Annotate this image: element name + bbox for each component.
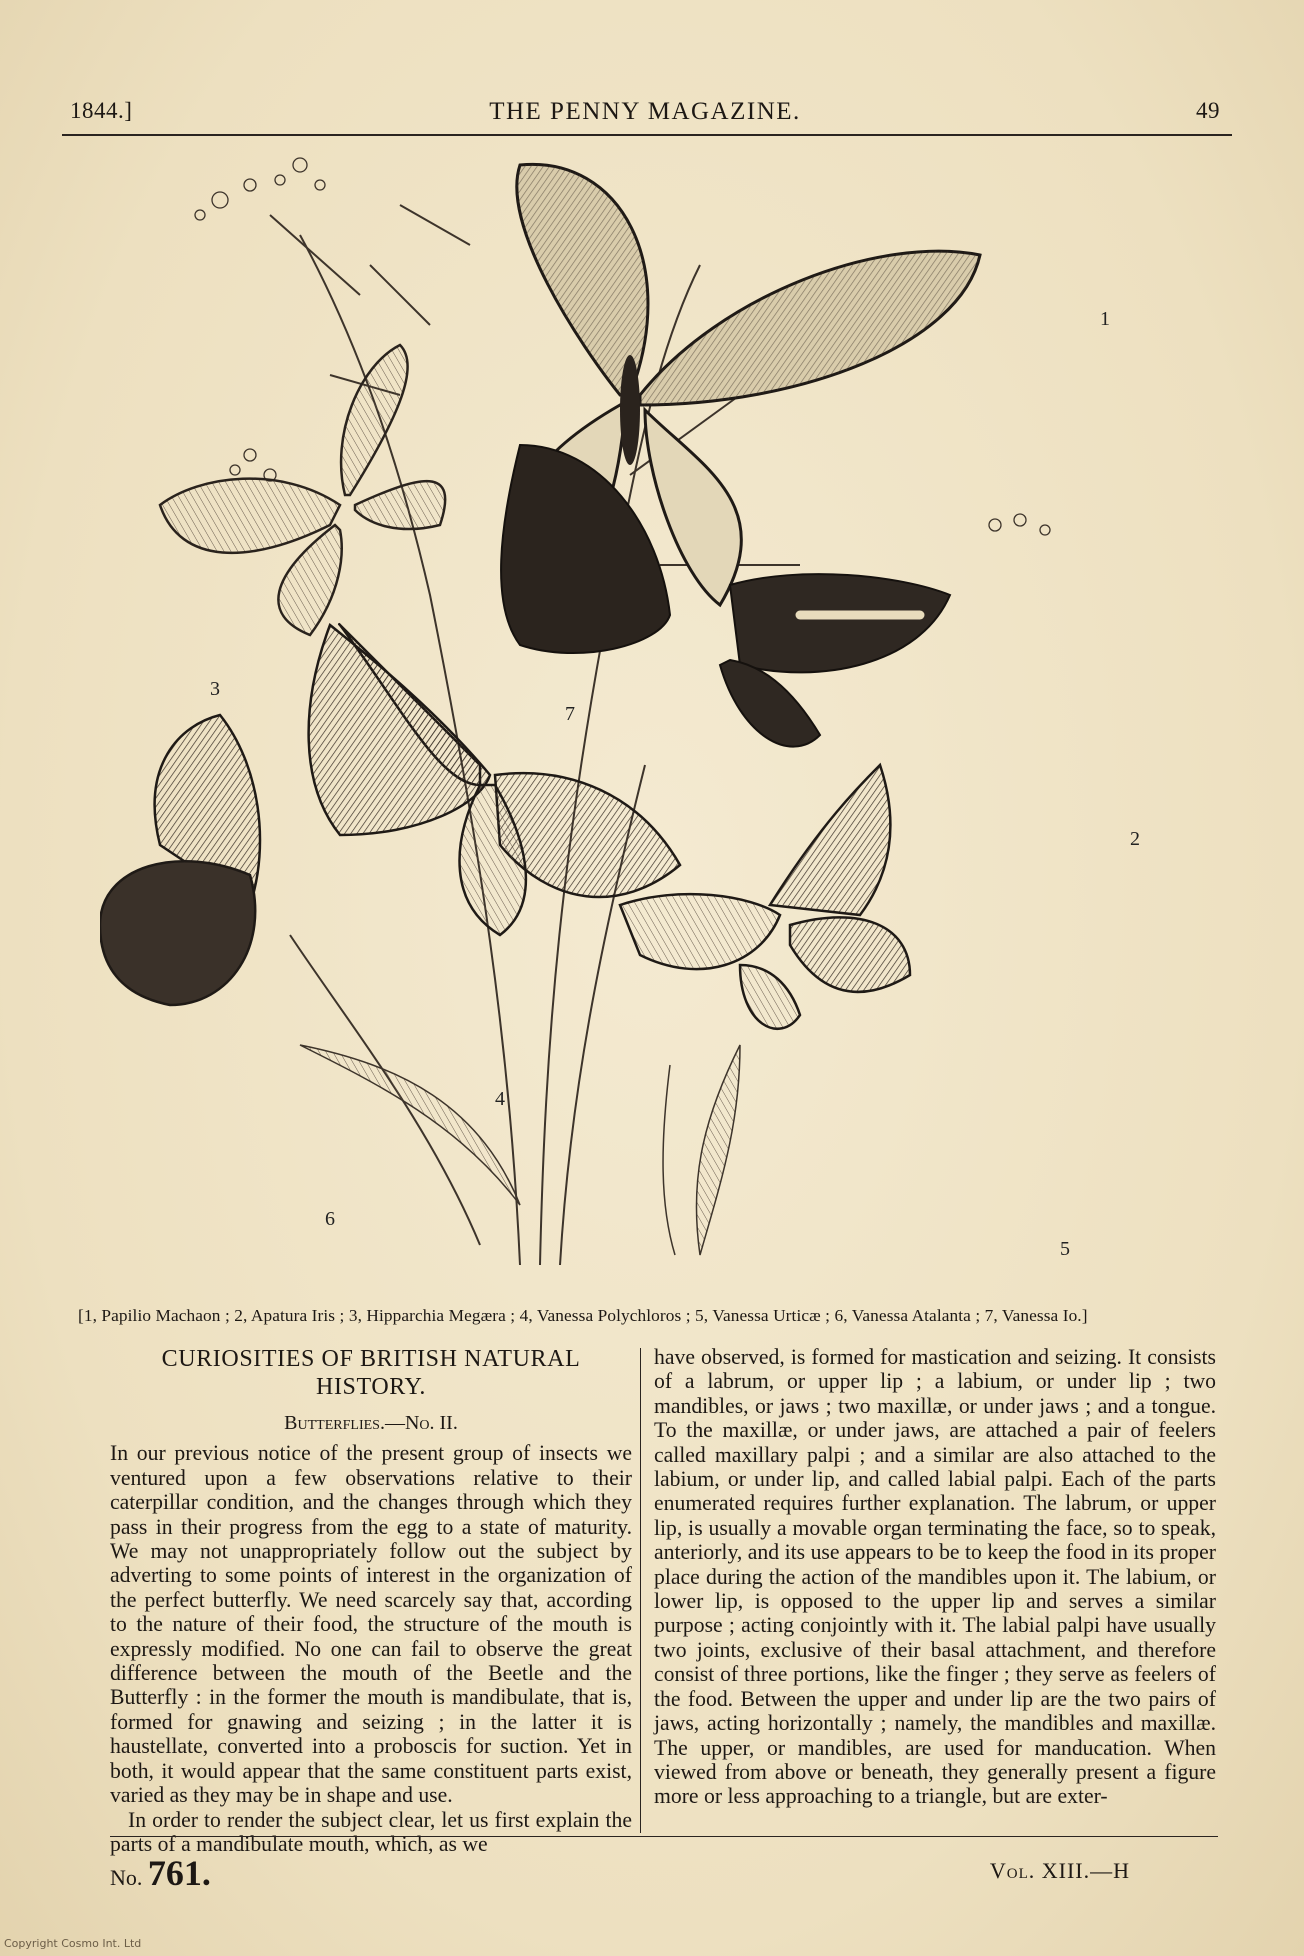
copyright-watermark: Copyright Cosmo Int. Ltd — [4, 1937, 142, 1950]
column-divider — [640, 1348, 641, 1833]
volume-signature: Vol. XIII.—H — [989, 1858, 1130, 1883]
header-rule — [62, 134, 1232, 136]
butterfly-6-vanessa-atalanta — [100, 715, 260, 1005]
figure-label-4: 4 — [495, 1088, 505, 1110]
article-subtitle-text: Butterflies.—No. II. — [284, 1412, 458, 1434]
butterfly-4-vanessa-polychloros — [309, 624, 680, 935]
figure-label-6: 6 — [325, 1208, 335, 1230]
figure-label-3: 3 — [210, 678, 220, 700]
header-year: 1844.] — [70, 98, 133, 123]
page-number: 49 — [1196, 98, 1220, 123]
plant-leaf — [300, 1045, 740, 1255]
figure-label-5: 5 — [1060, 1238, 1070, 1260]
butterfly-engraving — [100, 145, 1210, 1295]
figure-label-1: 1 — [1100, 308, 1110, 330]
article-subtitle — [110, 1411, 632, 1435]
paragraph-3: have observed, is formed for mastication and seizing. It consists of a labrum, or upper lip ; a labium, or under lip ; two mandibles, or jaws ; two maxillæ, or under jaws ; and a tongue. To the maxillæ, or under jaws, are attached a pair of feelers called maxillary palpi ; and a similar are also attached to the labium, or under lip, and called labial palpi. Each of the parts enumerated requires further explanation. The labrum, or upper lip, is usually a movable organ terminating the face, so to speak, anteriorly, and its use appears to be to keep the food in its proper place during the action of the mandibles upon it. The labium, or lower lip, is opposed to the upper lip and serves a similar purpose ; acting conjointly with it. The labial palpi have usually two joints, exclusive of their basal attachment, and therefore consist of three portions, like the finger ; they serve as feelers of the food. Between the upper and under lip are the two pairs of jaws, acting horizontally ; namely, the mandibles and maxillæ. The upper, or mandibles, are used for manducation. When viewed from above or beneath, they generally present a figure more or less approaching to a triangle, but are exter- — [654, 1345, 1216, 1809]
butterfly-3-hipparchia-megaera — [160, 345, 445, 635]
left-column — [110, 1345, 632, 1856]
issue-number-value: 761. — [147, 1853, 211, 1893]
figure-label-2: 2 — [1130, 828, 1140, 850]
page-header — [70, 98, 1220, 134]
butterfly-2-apatura-iris — [720, 574, 950, 746]
paragraph-1: In our previous notice of the present group of insects we ventured upon a few observations relative to their caterpillar condition, and the changes through which they pass in their progress from the egg to a state of maturity. We may not unappropriately follow out the subject by adverting to some points of interest in the organization of the perfect butterfly. We need scarcely say that, according to the nature of their food, the structure of the mouth is expressly modified. No one can fail to observe the great difference between the mouth of the Beetle and the Butterfly : in the former the mouth is mandibulate, that is, formed for gnawing and seizing ; in the latter it is haustellate, converted into a proboscis for suction. Yet in both, it would appear that the same constituent parts exist, varied as they may be in shape and use. — [110, 1441, 632, 1808]
issue-prefix: No. — [110, 1865, 143, 1890]
article-title — [110, 1345, 632, 1401]
article-title-line-1: CURIOSITIES OF BRITISH NATURAL — [161, 1346, 581, 1372]
footer-rule — [110, 1836, 1218, 1837]
article-title-line-2: HISTORY. — [316, 1374, 426, 1400]
magazine-title: THE PENNY MAGAZINE. — [489, 98, 801, 125]
paragraph-2: In order to render the subject clear, let us first explain the parts of a mandibulate mouth, which, as we — [110, 1807, 632, 1856]
figure-caption: [1, Papilio Machaon ; 2, Apatura Iris ; 3, Hipparchia Megæra ; 4, Vanessa Polychloros ; 5, Vanessa Urticæ ; 6, Vanessa Atalanta ; 7, Vanessa Io.] — [78, 1306, 1088, 1325]
right-column — [654, 1345, 1216, 1809]
butterfly-5-vanessa-urticae — [620, 765, 910, 1029]
butterfly-7-vanessa-io — [501, 445, 670, 653]
page-footer — [110, 1852, 1130, 1892]
figure-label-7: 7 — [565, 703, 575, 725]
issue-number — [110, 1852, 211, 1894]
